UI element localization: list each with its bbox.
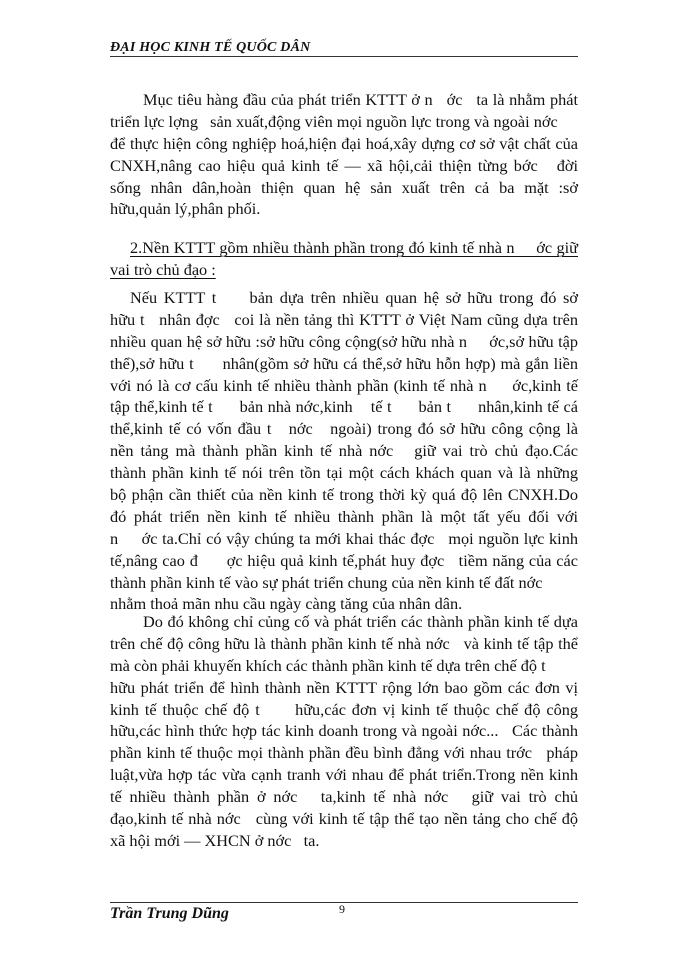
text-line: thể),sở hữu t nhân(gồm sở hữu cá thể,sở hữu hỗn hợp) mà gắn liền — [110, 353, 578, 373]
text-line: hữu,các hình thức hợp tác kinh doanh trong và ngoài nớc... Các thành — [110, 721, 578, 741]
text-line: hữu,quản lý,phân phối. — [110, 199, 261, 219]
heading-line: 2.Nền KTTT gồm nhiều thành phần trong đó kinh tế nhà n ớc giữ — [130, 238, 578, 257]
text-line: Nếu KTTT t bản dựa trên nhiều quan hệ sở hữu trong đó sở — [130, 288, 578, 307]
text-line: luật,vừa hợp tác vừa cạnh tranh với nhau để phát triển.Trong nền kinh — [110, 765, 578, 785]
text-line: kinh tế thuộc chế độ t hữu,các đơn vị kinh tế thuộc chế độ công — [110, 699, 578, 719]
text-line: tập thể,kinh tế t bản nhà nớc,kinh tế t bản t nhân,kinh tế cá — [110, 397, 578, 417]
text-line: đó phát triển nền kinh tế nhiều thành phần là một tất yếu đối với — [110, 506, 578, 526]
page-number: 9 — [339, 902, 345, 916]
text-line: bộ phận cần thiết của nền kinh tế trong thời kỳ quá độ lên CNXH.Do — [110, 485, 578, 505]
text-line: trên chế độ công hữu là thành phần kinh tế nhà nớc và kinh tế tập thể — [110, 633, 578, 653]
text-line: để thực hiện công nghiệp hoá,hiện đại hoá,xây dựng cơ sở vật chất của — [110, 133, 578, 153]
paragraph-1 — [110, 89, 578, 220]
text-line: triển lực lợng sản xuất,động viên mọi nguồn lực trong và ngoài nớc — [110, 111, 558, 131]
section-heading — [110, 237, 578, 281]
text-line: phần kinh tế thuộc mọi thành phần đều bình đẳng với nhau trớc pháp — [110, 743, 578, 763]
text-line: hữu t nhân đợc coi là nền tảng thì KTTT ở Việt Nam cũng dựa trên — [110, 309, 578, 329]
text-line: nền tảng mà thành phần kinh tế nhà nớc giữ vai trò chủ đạo.Các — [110, 441, 578, 461]
paragraph-2 — [110, 287, 578, 615]
text-line: với nó là cơ cấu kinh tế nhiều thành phần (kinh tế nhà n ớc,kinh tế — [110, 375, 578, 395]
text-line: tế,nâng cao đ ợc hiệu quả kinh tế,phát huy đợc tiềm năng của các — [110, 550, 578, 570]
text-line: thành phần kinh tế vào sự phát triển chung của nền kinh tế đất nớc — [110, 572, 543, 592]
paragraph-3 — [110, 611, 578, 852]
text-line: xã hội mới — XHCN ở nớc ta. — [110, 830, 320, 850]
text-line: n ớc ta.Chỉ có vậy chúng ta mới khai thác đợc mọi nguồn lực kinh — [110, 528, 578, 548]
heading-line: vai trò chủ đạo : — [110, 259, 216, 279]
text-line: tế nhiều thành phần ở nớc ta,kinh tế nhà nớc giữ vai trò chủ — [110, 787, 578, 807]
text-line: hữu phát triển để hình thành nền KTTT rộng lớn bao gồm các đơn vị — [110, 677, 578, 697]
text-line: mà còn phải khuyến khích các thành phần kinh tế dựa trên chế độ t — [110, 655, 546, 675]
text-line: CNXH,nâng cao hiệu quả kinh tế — xã hội,cải thiện từng bớc đời — [110, 155, 578, 175]
text-line: nhằm thoả mãn nhu cầu ngày càng tăng của nhân dân. — [110, 594, 463, 614]
text-line: sống nhân dân,hoàn thiện quan hệ sản xuất trên cả ba mặt :sở — [110, 177, 578, 197]
text-line: Do đó không chỉ củng cố và phát triển các thành phần kinh tế dựa — [143, 612, 578, 631]
text-line: Mục tiêu hàng đầu của phát triển KTTT ở n ớc ta là nhằm phát — [143, 90, 578, 109]
text-line: thể,kinh tế có vốn đầu t nớc ngoài) trong đó sở hữu công cộng là — [110, 419, 578, 439]
text-line: đạo,kinh tế nhà nớc cùng với kinh tế tập thể tạo nền tảng cho chế độ — [110, 809, 578, 829]
text-line: nhiều quan hệ sở hữu :sở hữu công cộng(sở hữu nhà n ớc,sở hữu tập — [110, 331, 578, 351]
running-header: ĐẠI HỌC KINH TẾ QUỐC DÂN — [110, 40, 578, 57]
text-line: thành phần kinh tế nói trên tồn tại một cách khách quan và là những — [110, 463, 578, 483]
footer-author: Trần Trung Dũng — [110, 905, 229, 922]
